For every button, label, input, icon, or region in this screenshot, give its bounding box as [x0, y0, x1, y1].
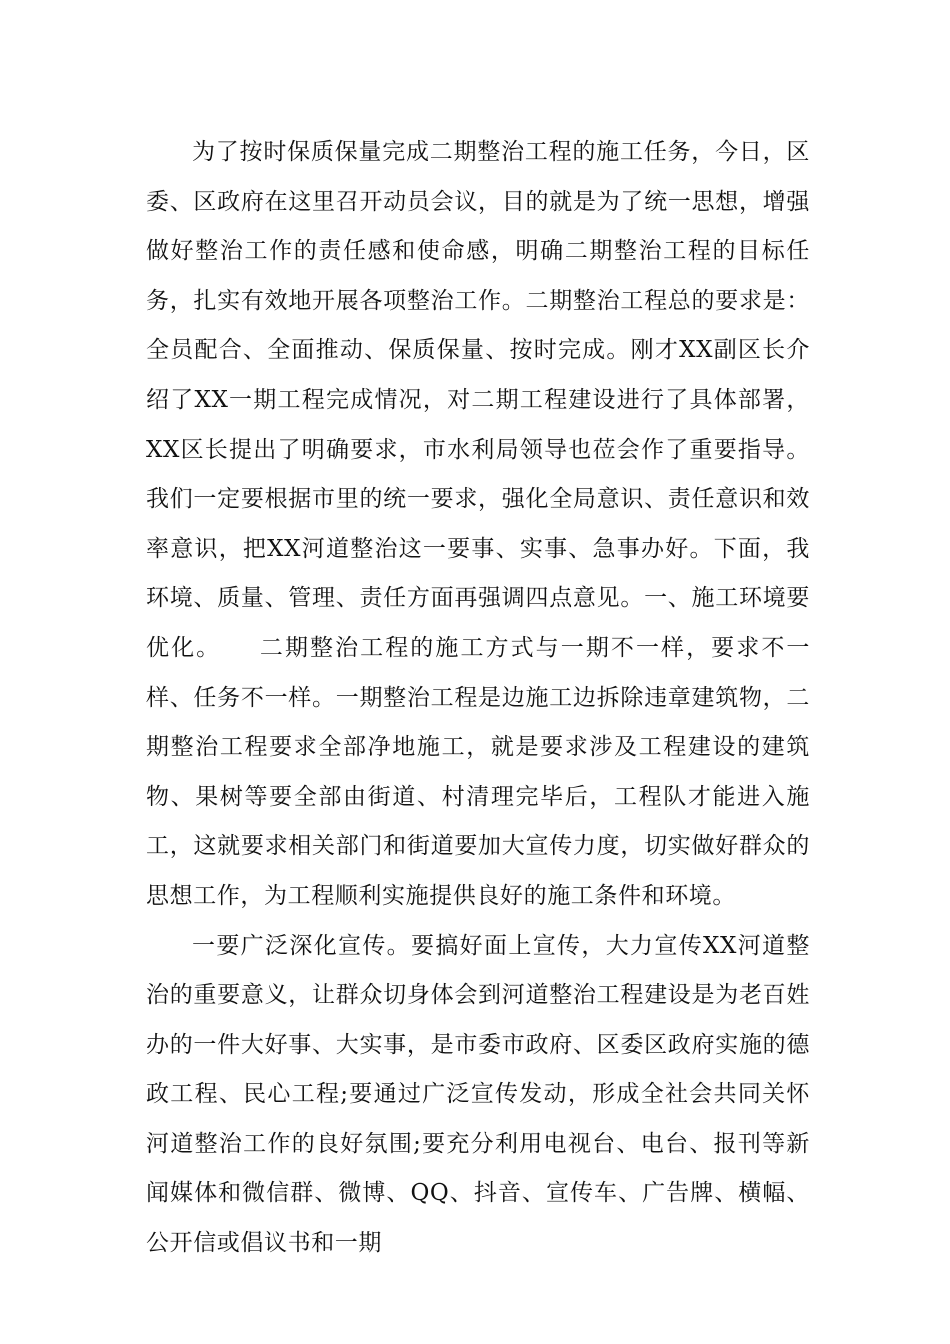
paragraph-2: 一要广泛深化宣传。要搞好面上宣传，大力宣传XX河道整治的重要意义，让群众切身体会到河道整治工程建设是为老百姓办的一件大好事、大实事，是市委市政府、区委区政府实施的德政工程、民心工程;要通过广泛宣传发动，形成全社会共同关怀河道整治工作的良好氛围;要充分利用电视台、电台、报刊等新闻媒体和微信群、微博、QQ、抖音、宣传车、广告牌、横幅、公开信或倡议书和一期: [146, 932, 810, 1257]
paragraph-1: 为了按时保质保量完成二期整治工程的施工任务，今日，区委、区政府在这里召开动员会议，目的就是为了统一思想，增强做好整治工作的责任感和使命感，明确二期整治工程的目标任务，扎实有效地开展各项整治工作。二期整治工程总的要求是：全员配合、全面推动、保质保量、按时完成。刚才XX副区长介绍了XX一期工程完成情况，对二期工程建设进行了具体部署，XX区长提出了明确要求，市水利局领导也莅会作了重要指导。我们一定要根据市里的统一要求，强化全局意识、责任意识和效率意识，把XX河道整治这一要事、实事、急事办好。下面，我环境、质量、管理、责任方面再强调四点意见。一、施工环境要优化。 二期整治工程的施工方式与一期不一样，要求不一样、任务不一样。一期整治工程是边施工边拆除违章建筑物，二期整治工程要求全部净地施工，就是要求涉及工程建设的建筑物、果树等要全部由街道、村清理完毕后，工程队才能进入施工，这就要求相关部门和街道要加大宣传力度，切实做好群众的思想工作，为工程顺利实施提供良好的施工条件和环境。: [146, 139, 810, 909]
document-body: [146, 128, 810, 1269]
